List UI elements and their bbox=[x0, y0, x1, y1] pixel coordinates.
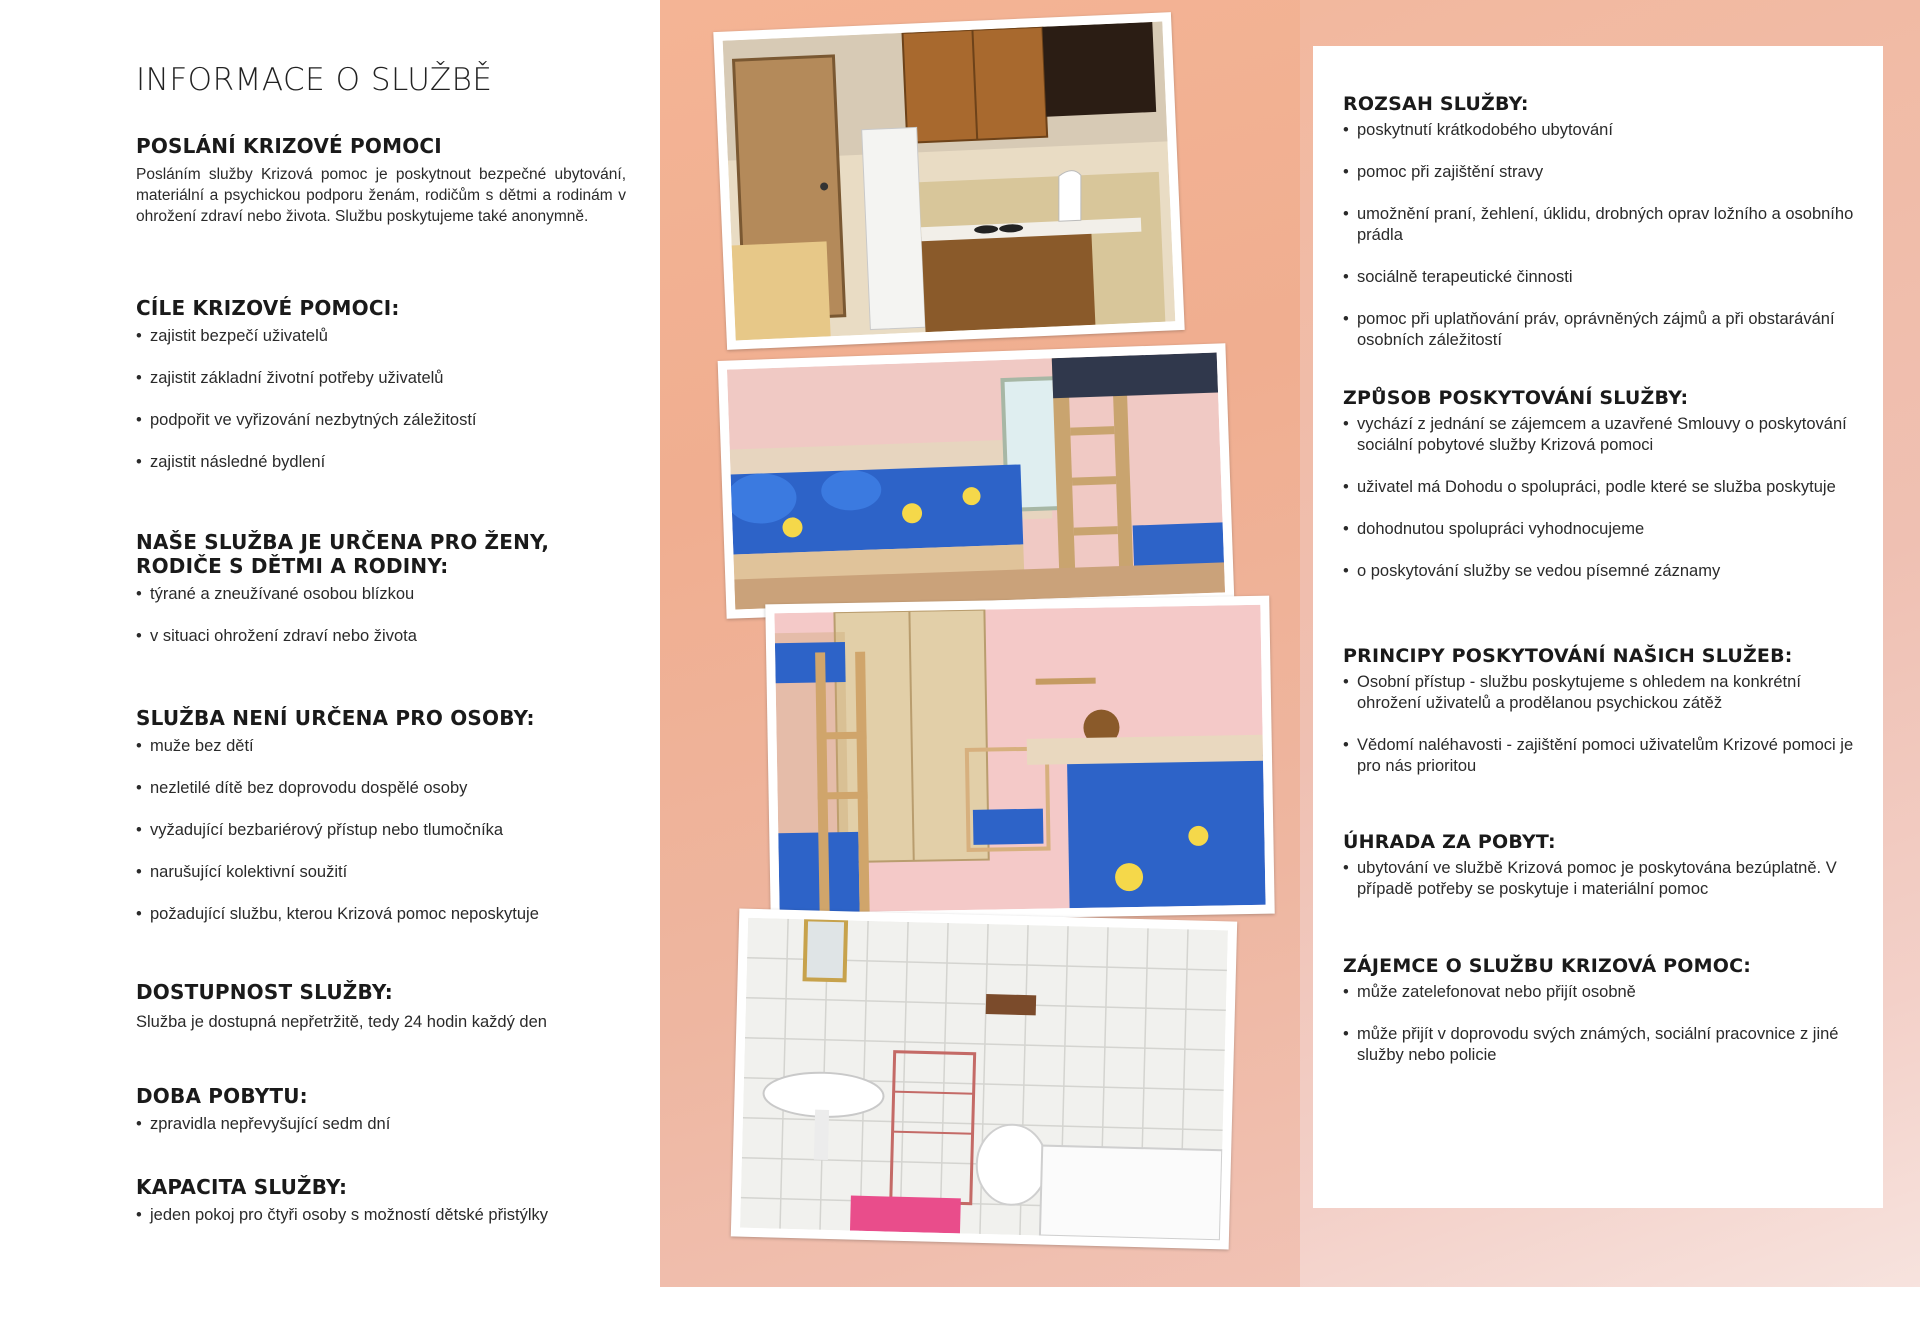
bullet-list bbox=[136, 1205, 636, 1226]
heading-line: NAŠE SLUŽBA JE URČENA PRO ŽENY, bbox=[136, 530, 550, 554]
section-zajemce bbox=[1343, 954, 1863, 1087]
section-rozsah bbox=[1343, 92, 1863, 372]
list-item: • narušující kolektivní soužití bbox=[136, 862, 636, 883]
list-item: • dohodnutou spolupráci vyhodnocujeme bbox=[1343, 519, 1863, 540]
list-item: • týrané a zneužívané osobou blízkou bbox=[136, 584, 636, 605]
list-item: • uživatel má Dohodu o spolupráci, podle které se služba poskytuje bbox=[1343, 477, 1863, 498]
section-heading: KAPACITA SLUŽBY: bbox=[136, 1175, 348, 1199]
section-principy bbox=[1343, 644, 1863, 798]
section-heading: ZÁJEMCE O SLUŽBU KRIZOVÁ POMOC: bbox=[1343, 955, 1752, 977]
section-poslani bbox=[136, 134, 626, 227]
list-item: • vychází z jednání se zájemcem a uzavřené Smlouvy o poskytování sociální pobytové služby Krizová pomoci bbox=[1343, 414, 1863, 456]
section-text-content: ubytování ve službě Krizová pomoc je poskytována bezúplatně. V případě potřeby se poskytuje i materiální pomoc bbox=[1357, 859, 1837, 898]
section-heading: CÍLE KRIZOVÉ POMOCI: bbox=[136, 296, 400, 320]
list-item: • pomoc při zajištění stravy bbox=[1343, 162, 1863, 183]
bullet-list bbox=[1343, 672, 1863, 777]
list-item: • zpravidla nepřevyšující sedm dní bbox=[136, 1114, 636, 1135]
section-heading: ROZSAH SLUŽBY: bbox=[1343, 93, 1529, 115]
bullet-list bbox=[136, 584, 636, 647]
list-item: • nezletilé dítě bez doprovodu dospělé osoby bbox=[136, 778, 636, 799]
bullet-list bbox=[1343, 120, 1863, 351]
section-kapacita bbox=[136, 1175, 636, 1247]
page-bottom-margin bbox=[0, 1287, 1920, 1341]
bullet-list bbox=[1343, 414, 1863, 582]
section-heading: ÚHRADA ZA POBYT: bbox=[1343, 831, 1556, 853]
bullet-mark: • bbox=[1343, 859, 1349, 877]
section-heading: PRINCIPY POSKYTOVÁNÍ NAŠICH SLUŽEB: bbox=[1343, 645, 1793, 667]
bathroom-photo bbox=[731, 909, 1237, 1250]
list-item: • požadující službu, kterou Krizová pomoc neposkytuje bbox=[136, 904, 636, 925]
section-text: Služba je dostupná nepřetržitě, tedy 24 hodin každý den bbox=[136, 1013, 547, 1031]
bullet-list bbox=[136, 736, 636, 925]
list-item: • v situaci ohrožení zdraví nebo života bbox=[136, 626, 636, 647]
section-uhrada bbox=[1343, 830, 1863, 900]
list-item: • zajistit následné bydlení bbox=[136, 452, 636, 473]
list-item: • umožnění praní, žehlení, úklidu, drobných oprav ložního a osobního prádla bbox=[1343, 204, 1863, 246]
list-item: • zajistit základní životní potřeby uživatelů bbox=[136, 368, 636, 389]
section-dostupnost bbox=[136, 980, 636, 1033]
list-item: • může zatelefonovat nebo přijít osobně bbox=[1343, 982, 1863, 1003]
section-doba bbox=[136, 1084, 636, 1156]
kitchen-photo bbox=[713, 12, 1184, 350]
heading-line: RODIČE S DĚTMI A RODINY: bbox=[136, 554, 449, 578]
section-cile bbox=[136, 296, 636, 494]
section-heading: SLUŽBA NENÍ URČENA PRO OSOBY: bbox=[136, 706, 535, 730]
bedroom-bunk-photo bbox=[718, 343, 1235, 619]
list-item: • jeden pokoj pro čtyři osoby s možností dětské přistýlky bbox=[136, 1205, 636, 1226]
list-item: • Vědomí naléhavosti - zajištění pomoci uživatelům Krizové pomoci je pro nás prioritou bbox=[1343, 735, 1863, 777]
section-text bbox=[1343, 858, 1863, 900]
list-item: • pomoc při uplatňování práv, oprávněných zájmů a při obstarávání osobních záležitostí bbox=[1343, 309, 1863, 351]
section-heading: DOBA POBYTU: bbox=[136, 1084, 308, 1108]
list-item: • muže bez dětí bbox=[136, 736, 636, 757]
list-item: • o poskytování služby se vedou písemné záznamy bbox=[1343, 561, 1863, 582]
bullet-list bbox=[136, 326, 636, 473]
section-neurcena bbox=[136, 706, 636, 946]
document-title: INFORMACE O SLUŽBĚ bbox=[136, 62, 493, 98]
section-urcena bbox=[136, 530, 636, 668]
section-zpusob bbox=[1343, 386, 1863, 603]
bullet-list bbox=[1343, 982, 1863, 1066]
list-item: • může přijít v doprovodu svých známých, sociální pracovnice z jiné služby nebo policie bbox=[1343, 1024, 1863, 1066]
list-item: • poskytnutí krátkodobého ubytování bbox=[1343, 120, 1863, 141]
section-heading bbox=[136, 530, 636, 578]
section-text: Posláním služby Krizová pomoc je poskytnout bezpečné ubytování, materiální a psychickou podporu ženám, rodičům s dětmi a rodinám v ohrožení zdraví nebo života. Službu poskytujeme také anonymně. bbox=[136, 166, 626, 225]
list-item: • sociálně terapeutické činnosti bbox=[1343, 267, 1863, 288]
bullet-list bbox=[136, 1114, 636, 1135]
section-heading: DOSTUPNOST SLUŽBY: bbox=[136, 980, 393, 1004]
section-heading: ZPŮSOB POSKYTOVÁNÍ SLUŽBY: bbox=[1343, 387, 1689, 409]
list-item: • podpořit ve vyřizování nezbytných záležitostí bbox=[136, 410, 636, 431]
list-item: • Osobní přístup - službu poskytujeme s ohledem na konkrétní ohrožení uživatelů a prodělanou psychickou zátěž bbox=[1343, 672, 1863, 714]
list-item: • vyžadující bezbariérový přístup nebo tlumočníka bbox=[136, 820, 636, 841]
list-item: • zajistit bezpečí uživatelů bbox=[136, 326, 636, 347]
bedroom-crib-photo bbox=[765, 596, 1274, 923]
section-heading: POSLÁNÍ KRIZOVÉ POMOCI bbox=[136, 134, 442, 158]
